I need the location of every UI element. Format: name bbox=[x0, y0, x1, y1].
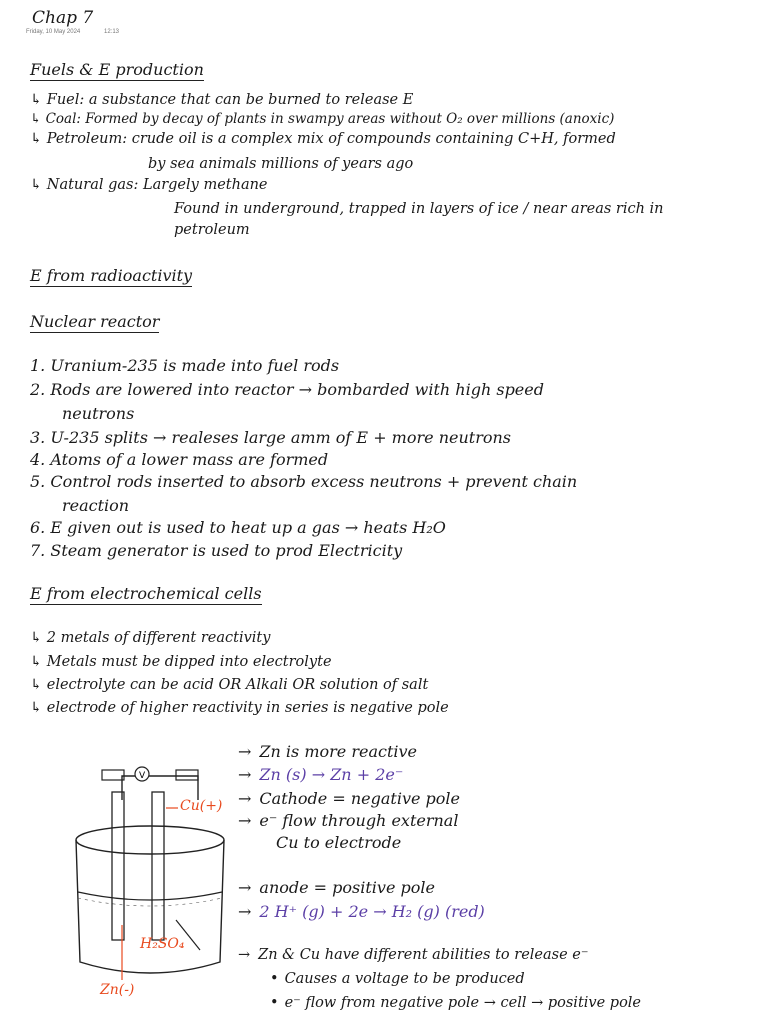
beaker-rim bbox=[76, 826, 224, 854]
page-time: 12:13 bbox=[104, 29, 120, 35]
fuel-line: ↳ Petroleum: crude oil is a complex mix of compounds containing C+H, formed bbox=[30, 131, 616, 147]
reactor-step: 4. Atoms of a lower mass are formed bbox=[30, 450, 329, 469]
note-line: → 2 H⁺ (g) + 2e → H₂ (g) (red) bbox=[238, 902, 485, 921]
note-line: → Cathode = negative pole bbox=[238, 789, 460, 808]
note-bullet: • Causes a voltage to be produced bbox=[270, 971, 525, 987]
label-h2so4: H₂SO₄ bbox=[140, 936, 185, 952]
electrochemical-cell-diagram bbox=[60, 740, 240, 1010]
cell-line: ↳ electrolyte can be acid OR Alkali OR solution of salt bbox=[30, 677, 429, 693]
zinc-electrode bbox=[112, 792, 124, 940]
cell-line: ↳ 2 metals of different reactivity bbox=[30, 630, 271, 646]
fuel-line: ↳ Natural gas: Largely methane bbox=[30, 177, 268, 193]
fuel-line: by sea animals millions of years ago bbox=[148, 156, 414, 172]
note-line: Cu to electrode bbox=[276, 833, 402, 852]
reactor-step: 2. Rods are lowered into reactor → bombarded with high speed bbox=[30, 380, 544, 399]
note-bullet: • e⁻ flow from negative pole → cell → positive pole bbox=[270, 995, 642, 1011]
reactor-step: reaction bbox=[62, 496, 130, 515]
electrolyte-surface bbox=[78, 892, 222, 900]
reactor-step: 5. Control rods inserted to absorb excess neutrons + prevent chain bbox=[30, 472, 578, 491]
section-heading-electrochemical-cells: E from electrochemical cells bbox=[30, 584, 262, 603]
cell-line: ↳ electrode of higher reactivity in series is negative pole bbox=[30, 700, 449, 716]
section-heading-fuels: Fuels & E production bbox=[30, 60, 204, 79]
reactor-step: 3. U-235 splits → realeses large amm of E + more neutrons bbox=[30, 428, 511, 447]
note-line: → anode = positive pole bbox=[238, 878, 435, 897]
fuel-line: Found in underground, trapped in layers of ice / near areas rich in bbox=[174, 201, 664, 217]
label-zn-negative: Zn(-) bbox=[100, 982, 135, 998]
copper-electrode bbox=[152, 792, 164, 940]
note-line: → Zn & Cu have different abilities to release e⁻ bbox=[238, 947, 589, 963]
fuel-line: petroleum bbox=[174, 222, 250, 238]
page-date: Friday, 10 May 2024 bbox=[26, 29, 81, 35]
section-heading-radioactivity: E from radioactivity bbox=[30, 266, 193, 285]
note-line: → Zn (s) → Zn + 2e⁻ bbox=[238, 765, 404, 784]
reactor-step: 7. Steam generator is used to prod Electricity bbox=[30, 541, 403, 560]
reactor-step: 6. E given out is used to heat up a gas → heats H₂O bbox=[30, 518, 446, 537]
page-title: Chap 7 bbox=[32, 8, 94, 28]
label-cu-positive: Cu(+) bbox=[180, 798, 223, 814]
voltmeter-label: V bbox=[139, 771, 146, 781]
cell-line: ↳ Metals must be dipped into electrolyte bbox=[30, 654, 332, 670]
fuel-line: ↳ Coal: Formed by decay of plants in swampy areas without O₂ over millions (anoxic) bbox=[30, 111, 615, 127]
section-heading-nuclear-reactor: Nuclear reactor bbox=[30, 312, 160, 331]
beaker-body bbox=[76, 840, 224, 973]
reactor-step: neutrons bbox=[62, 404, 135, 423]
fuel-line: ↳ Fuel: a substance that can be burned to release E bbox=[30, 92, 414, 108]
note-line: → Zn is more reactive bbox=[238, 742, 418, 761]
note-line: → e⁻ flow through external bbox=[238, 811, 459, 830]
reactor-step: 1. Uranium-235 is made into fuel rods bbox=[30, 356, 340, 375]
